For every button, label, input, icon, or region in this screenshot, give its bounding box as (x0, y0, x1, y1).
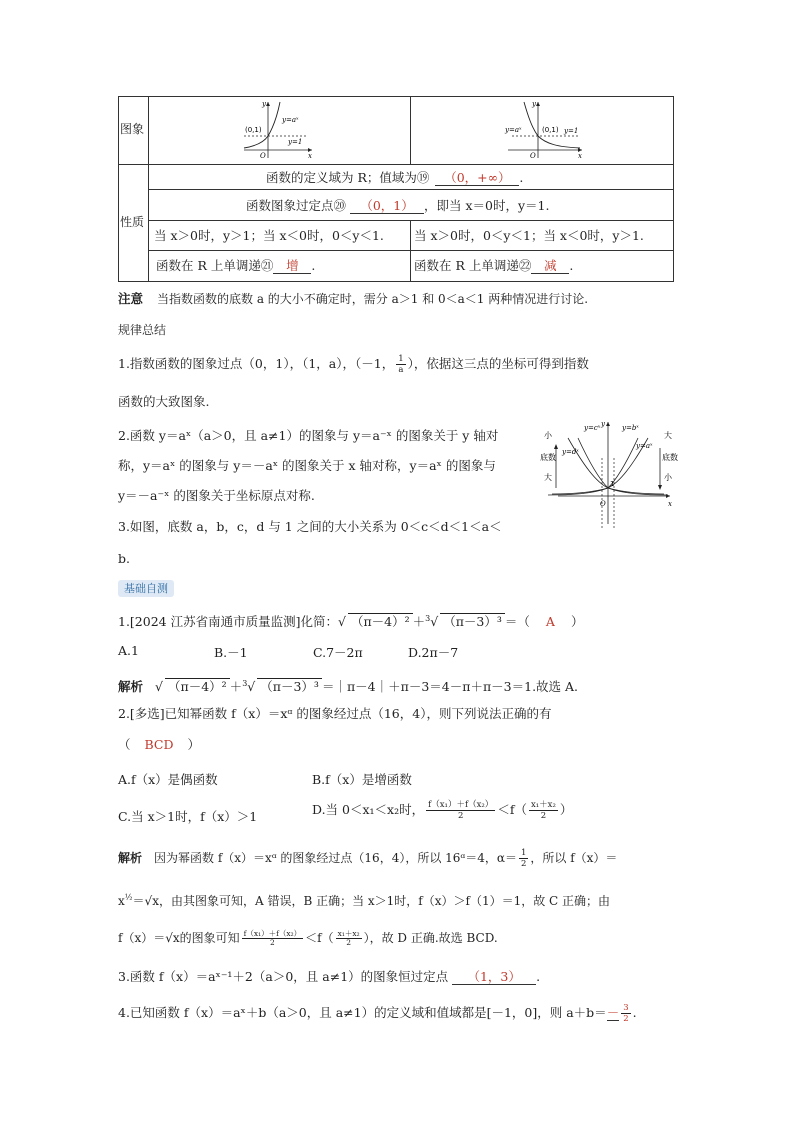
prop-domain-range: 函数的定义域为 R；值域为⑲ （0，+∞） . (266, 170, 524, 185)
rule1-fraction (396, 354, 405, 375)
q2-analysis-label: 解析 (118, 851, 143, 865)
prop1-answer: （0，+∞） (435, 170, 519, 186)
curve-c (568, 438, 668, 495)
prop1-text: 函数的定义域为 R；值域为⑲ (266, 170, 430, 185)
label-origin: O (600, 500, 606, 508)
q2-optD-den2: 2 (540, 811, 547, 821)
note-line (118, 289, 588, 309)
q2-a3-frac2 (336, 930, 362, 947)
y-axis-arrow-icon (536, 102, 540, 106)
q2-a1-frac (519, 848, 528, 869)
section-badge: 基础自测 (118, 580, 174, 597)
rule1-frac-den: a (398, 365, 404, 375)
q2-a3-b: ＜f（ (305, 931, 334, 945)
prop2-text: 函数图象过定点⑳ (246, 198, 347, 213)
q1-analysis-root1: （π－4）² (165, 678, 230, 694)
q4-line (118, 1003, 637, 1024)
x-axis-label: x (308, 152, 312, 160)
q2-option-d (312, 800, 572, 821)
q1-option-c: C.7－2π (313, 645, 363, 660)
note-text: 当指数函数的底数 a 的大小不确定时，需分 a＞1 和 0＜a＜1 两种情况进行讨论. (157, 292, 589, 306)
rule1-a: 1.指数函数的图象过点（0，1），（1，a），（－1， (118, 356, 395, 371)
q2-option-c: C.当 x＞1时，f（x）＞1 (118, 809, 258, 824)
q2-paren-open: （ (118, 737, 131, 752)
q1-stem-line: 1.[2024 江苏省南通市质量监测]化简：√ （π－4）² ＋$^3$√ （π－3）³ ＝（ A ） (118, 614, 584, 630)
q2-paren-close: ） (187, 737, 201, 752)
label-big-left: 大 (544, 473, 552, 482)
curve-b (548, 438, 648, 495)
q2-optD-frac1 (426, 800, 495, 821)
label-curve-b: y=bˣ (622, 424, 639, 432)
q2-stem: 2.[多选]已知幂函数 f（x）＝xᵅ 的图象经过点（16，4），则下列说法正确的有 (118, 706, 552, 721)
label-base-left: 底数 (540, 453, 556, 462)
q2-a1-a: 因为幂函数 f（x）＝xᵅ 的图象经过点（16，4），所以 16ᵅ＝4，α＝ (154, 851, 517, 865)
q3-line (118, 967, 540, 987)
q2-analysis-2 (118, 888, 610, 911)
note-label: 注意 (118, 291, 144, 306)
label-axis-x: x (668, 500, 672, 508)
origin-label: O (260, 152, 266, 160)
prop4-left-text: 函数在 R 上单调递㉑ (156, 258, 274, 273)
prop3-left: 当 x＞0时，y＞1；当 x＜0时，0＜y＜1. (154, 228, 384, 243)
exp-family-figure (538, 418, 678, 530)
prop4-right: 函数在 R 上单调递㉒ 减 . (414, 258, 574, 273)
q1-option-b: B.－1 (214, 645, 248, 660)
q4-tail: . (632, 1005, 637, 1020)
prop3-right: 当 x＞0时，0＜y＜1；当 x＜0时，y＞1. (414, 228, 644, 243)
exp-curve-increasing (244, 102, 280, 148)
prop4-left-answer: 增 (273, 258, 311, 274)
y-axis-arrow-icon (606, 422, 610, 426)
q2-a3-den2: 2 (346, 938, 351, 947)
q3-tail: . (536, 969, 541, 984)
label-small-left: 小 (544, 431, 552, 440)
q1-analysis-text: ＝｜π－4｜＋π－3＝4－π＋π－3＝1.故选 A. (321, 679, 579, 695)
x-axis-label: x (578, 152, 582, 160)
q2-optD-a: D.当 0＜x₁＜x₂时， (312, 802, 425, 817)
point-label: (0,1) (245, 126, 262, 134)
q2-a3-num2: x₁＋x₂ (337, 929, 360, 938)
q1-root-index: 3 (425, 614, 431, 623)
q2-analysis-1 (118, 848, 617, 869)
q1-root2: （π－3）³ (440, 613, 505, 629)
q2-a2-a: x (118, 894, 125, 908)
label-curve-c: y=cˣ (584, 424, 601, 432)
label-big-right: 大 (664, 431, 672, 440)
curve-label: y=aˣ (505, 126, 522, 134)
q2-a3-frac1 (242, 930, 304, 947)
q2-a1-b: ，所以 f（x）＝ (530, 851, 618, 865)
exp-curve-decreasing (524, 102, 580, 148)
prop4-right-answer: 减 (531, 258, 569, 274)
q2-optD-b: ＜f（ (497, 802, 527, 817)
label-one: 1 (610, 480, 615, 488)
graph-decreasing (502, 98, 588, 160)
line-label: y=1 (288, 138, 303, 146)
q1-option-a: A.1 (118, 643, 139, 658)
q2-a3-a: f（x）＝√x的图象可知 (118, 931, 240, 945)
rule1-c: 函数的大致图象. (118, 394, 210, 409)
q1-plus: ＋ (412, 614, 426, 630)
properties-table (118, 96, 674, 282)
q4-answer-frac (621, 1003, 630, 1024)
q2-a2-b: ＝√x，由其图象可知，A 错误，B 正确；当 x＞1时，f（x）＞f（1）＝1，故 C 正确；由 (132, 894, 611, 908)
rule-1-line-a (118, 354, 589, 375)
q4-stem: 4.已知函数 f（x）＝aˣ＋b（a＞0，且 a≠1）的定义域和值域都是[－1，0]，则 a＋b＝ (118, 1005, 607, 1020)
origin-label: O (530, 152, 536, 160)
q1-root1: （π－4）² (348, 613, 413, 629)
q2-optD-c: ） (559, 802, 573, 817)
q3-stem: 3.函数 f（x）＝aˣ⁻¹＋2（a＞0，且 a≠1）的图象恒过定点 (118, 969, 449, 984)
q2-option-b: B.f（x）是增函数 (312, 772, 412, 787)
rules-title: 规律总结 (118, 323, 167, 337)
y-axis-label: y (532, 100, 536, 108)
q1-analysis-root2: （π－3）³ (257, 678, 322, 694)
label-small-right: 小 (664, 473, 672, 482)
prop2-tail: ，即当 x＝0时，y＝1. (424, 198, 550, 213)
q1-analysis-line: 解析 √ （π－4）² ＋$^3$√ （π－3）³ ＝｜π－4｜＋π－3＝4－π＋π－3＝1.故选 A. (118, 679, 579, 695)
q2-option-a: A.f（x）是偶函数 (118, 772, 218, 787)
rule1-frac-num: 1 (398, 354, 404, 364)
row-label-props: 性质 (120, 215, 145, 229)
q2-a2-sup: ½ (124, 893, 133, 902)
prop2-answer: （0，1） (350, 198, 424, 214)
q4-answer-num: 3 (623, 1003, 629, 1013)
prop-fixed-point (246, 197, 549, 215)
curve-label: y=aˣ (282, 116, 299, 124)
label-axis-y: y (601, 420, 605, 428)
q1-option-d: D.2π－7 (408, 645, 459, 660)
q1-stem-a: 1.[2024 江苏省南通市质量监测]化简： (118, 614, 338, 630)
q4-answer-sign: － (606, 1005, 620, 1020)
q2-a1-den: 2 (520, 859, 527, 869)
y-axis-arrow-icon (266, 102, 270, 106)
q1-answer: A (545, 614, 555, 630)
prop4-left: 函数在 R 上单调递㉑ 增 . (156, 258, 316, 273)
q3-answer: （1，3） (452, 969, 536, 985)
rule3-a: 3.如图，底数 a，b，c，d 与 1 之间的大小关系为 0＜c＜d＜1＜a＜ (118, 519, 502, 534)
q4-answer-den: 2 (623, 1014, 629, 1024)
q2-answer-line (118, 735, 200, 755)
line-label: y=1 (564, 127, 579, 135)
q1-stem-b: ＝（ (504, 614, 530, 630)
q2-optD-num: f（x₁）＋f（x₂） (428, 800, 494, 810)
q1-stem-c: ） (570, 614, 584, 630)
q2-answer: BCD (144, 737, 174, 752)
rule1-b: ），依据这三点的坐标可得到指数 (407, 356, 589, 371)
q2-optD-frac2 (529, 800, 558, 821)
q2-a3-den: 2 (270, 938, 275, 947)
q2-a3-num: f（x₁）＋f（x₂） (243, 929, 302, 938)
q2-optD-den: 2 (458, 811, 464, 821)
rule2-a: 2.函数 y＝aˣ（a＞0，且 a≠1）的图象与 y＝a⁻ˣ 的图象关于 y 轴对 (118, 428, 499, 443)
prop4-right-text: 函数在 R 上单调递㉒ (414, 258, 532, 273)
right-arrow-icon (658, 485, 662, 490)
point-label: (0,1) (542, 126, 559, 134)
q2-a1-num: 1 (520, 848, 527, 858)
graph-increasing (238, 98, 318, 160)
curve-a (552, 438, 638, 494)
label-curve-a: y=aˣ (636, 442, 653, 450)
y-axis-label: y (262, 100, 266, 108)
rule3-b: b. (118, 551, 130, 566)
rule2-b: 称，y＝aˣ 的图象与 y＝－aˣ 的图象关于 x 轴对称，y＝aˣ 的图象与 (118, 458, 496, 473)
row-label-graph: 图象 (120, 122, 145, 136)
q2-optD-num2: x₁＋x₂ (530, 800, 556, 810)
rule2-c: y＝－a⁻ˣ 的图象关于坐标原点对称. (118, 488, 315, 503)
label-base-right: 底数 (662, 453, 678, 462)
q1-analysis-label: 解析 (118, 679, 144, 695)
label-curve-d: y=dˣ (562, 448, 579, 456)
left-arrow-icon (554, 444, 558, 449)
q2-analysis-3 (118, 928, 498, 948)
q2-a3-c: ），故 D 正确.故选 BCD. (363, 931, 498, 945)
